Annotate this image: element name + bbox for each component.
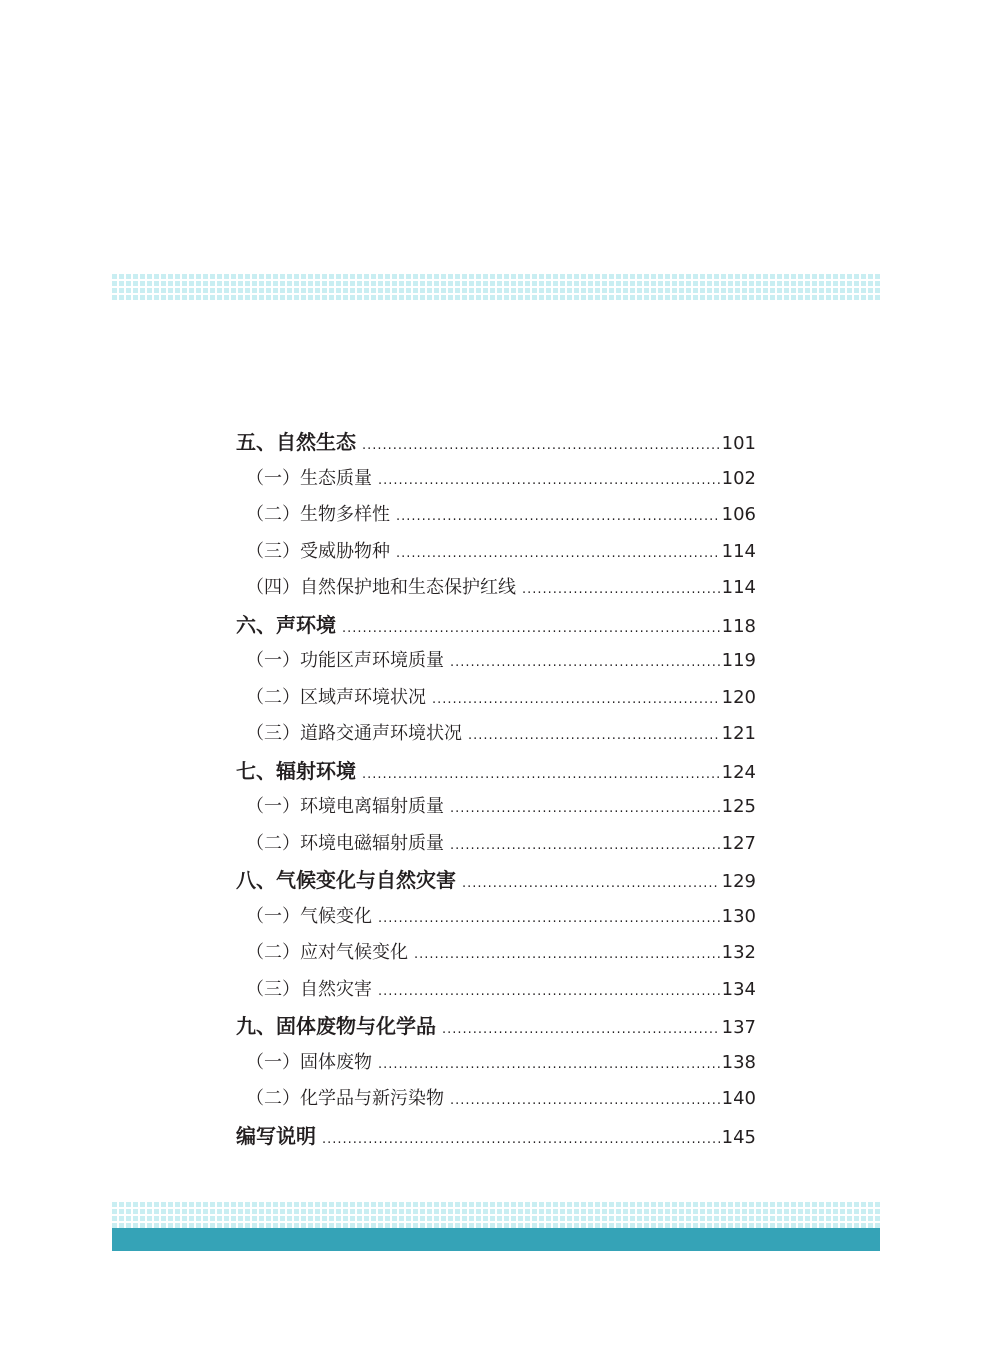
toc-dot-leader xyxy=(450,1083,720,1120)
toc-entry-page: 134 xyxy=(721,978,756,1000)
table-of-contents xyxy=(236,424,756,1154)
toc-entry-page: 138 xyxy=(721,1051,756,1073)
toc-entry-page: 132 xyxy=(721,942,756,963)
toc-entry-section[interactable] xyxy=(236,461,756,498)
toc-entry-page: 102 xyxy=(721,467,756,489)
toc-entry-page: 127 xyxy=(721,832,756,854)
toc-dot-leader xyxy=(396,536,720,573)
toc-entry-section[interactable] xyxy=(236,826,756,863)
toc-dot-leader xyxy=(362,757,720,794)
toc-dot-leader xyxy=(378,974,720,1011)
toc-dot-leader xyxy=(450,791,720,828)
toc-entry-title: （一）功能区声环境质量 xyxy=(246,650,444,671)
toc-entry-section[interactable] xyxy=(236,680,756,717)
toc-entry-page: 137 xyxy=(721,1017,756,1038)
toc-entry-page: 140 xyxy=(721,1088,756,1109)
toc-entry-section[interactable] xyxy=(236,899,756,936)
toc-dot-leader xyxy=(522,572,720,609)
toc-dot-leader xyxy=(396,499,720,536)
toc-entry-section[interactable] xyxy=(236,972,756,1009)
toc-entry-section[interactable] xyxy=(236,1081,756,1118)
toc-entry-title: （三）自然灾害 xyxy=(246,978,372,1000)
toc-entry-title: （一）固体废物 xyxy=(246,1051,372,1073)
toc-dot-leader xyxy=(450,645,720,682)
top-decorative-grid-band xyxy=(112,274,880,300)
toc-entry-title: （二）应对气候变化 xyxy=(246,942,408,963)
toc-entry-title: （三）受威胁物种 xyxy=(246,540,390,562)
toc-entry-title: （二）区域声环境状况 xyxy=(246,686,426,708)
toc-entry-title: （二）环境电磁辐射质量 xyxy=(246,832,444,854)
toc-entry-title: （一）气候变化 xyxy=(246,905,372,927)
toc-entry-page: 118 xyxy=(721,615,756,637)
toc-entry-section[interactable] xyxy=(236,497,756,534)
toc-entry-title: 八、气候变化与自然灾害 xyxy=(236,868,456,892)
toc-dot-leader xyxy=(432,682,720,719)
toc-entry-title: （二）生物多样性 xyxy=(246,504,390,525)
toc-entry-title: 六、声环境 xyxy=(236,612,336,637)
toc-entry-title: 七、辐射环境 xyxy=(236,758,356,783)
toc-dot-leader xyxy=(378,901,720,938)
toc-entry-chapter[interactable] xyxy=(236,753,756,790)
toc-entry-chapter[interactable] xyxy=(236,1008,756,1045)
toc-entry-section[interactable] xyxy=(236,1045,756,1082)
toc-dot-leader xyxy=(322,1122,720,1159)
bottom-accent-bar xyxy=(112,1228,880,1251)
toc-entry-title: （二）化学品与新污染物 xyxy=(246,1088,444,1109)
toc-entry-page: 119 xyxy=(721,650,756,671)
toc-entry-page: 114 xyxy=(721,577,756,598)
toc-entry-title: （三）道路交通声环境状况 xyxy=(246,723,462,744)
toc-entry-section[interactable] xyxy=(236,534,756,571)
toc-dot-leader xyxy=(468,718,720,755)
toc-entry-page: 106 xyxy=(721,504,756,525)
toc-entry-page: 129 xyxy=(721,871,756,892)
toc-entry-section[interactable] xyxy=(236,570,756,607)
toc-entry-section[interactable] xyxy=(236,935,756,972)
toc-entry-page: 120 xyxy=(721,686,756,708)
toc-entry-page: 101 xyxy=(721,433,756,454)
toc-dot-leader xyxy=(450,828,720,865)
toc-entry-chapter[interactable] xyxy=(236,1118,756,1155)
toc-entry-section[interactable] xyxy=(236,789,756,826)
toc-dot-leader xyxy=(462,866,720,903)
toc-entry-title: 编写说明 xyxy=(236,1123,316,1148)
toc-entry-page: 130 xyxy=(721,905,756,927)
toc-entry-page: 145 xyxy=(721,1126,756,1148)
toc-dot-leader xyxy=(442,1012,720,1049)
toc-entry-section[interactable] xyxy=(236,643,756,680)
toc-entry-page: 124 xyxy=(721,761,756,783)
toc-entry-page: 114 xyxy=(721,540,756,562)
toc-dot-leader xyxy=(342,611,720,648)
toc-entry-title: （一）生态质量 xyxy=(246,467,372,489)
toc-dot-leader xyxy=(414,937,720,974)
toc-entry-title: 九、固体废物与化学品 xyxy=(236,1014,436,1038)
toc-dot-leader xyxy=(362,428,720,465)
toc-entry-chapter[interactable] xyxy=(236,862,756,899)
toc-entry-chapter[interactable] xyxy=(236,424,756,461)
toc-entry-page: 125 xyxy=(721,796,756,817)
toc-entry-section[interactable] xyxy=(236,716,756,753)
bottom-decorative-grid-band xyxy=(112,1202,880,1228)
toc-dot-leader xyxy=(378,1047,720,1084)
toc-entry-chapter[interactable] xyxy=(236,607,756,644)
toc-entry-page: 121 xyxy=(721,723,756,744)
toc-entry-title: （四）自然保护地和生态保护红线 xyxy=(246,577,516,598)
toc-dot-leader xyxy=(378,463,720,500)
toc-entry-title: （一）环境电离辐射质量 xyxy=(246,796,444,817)
toc-entry-title: 五、自然生态 xyxy=(236,430,356,454)
